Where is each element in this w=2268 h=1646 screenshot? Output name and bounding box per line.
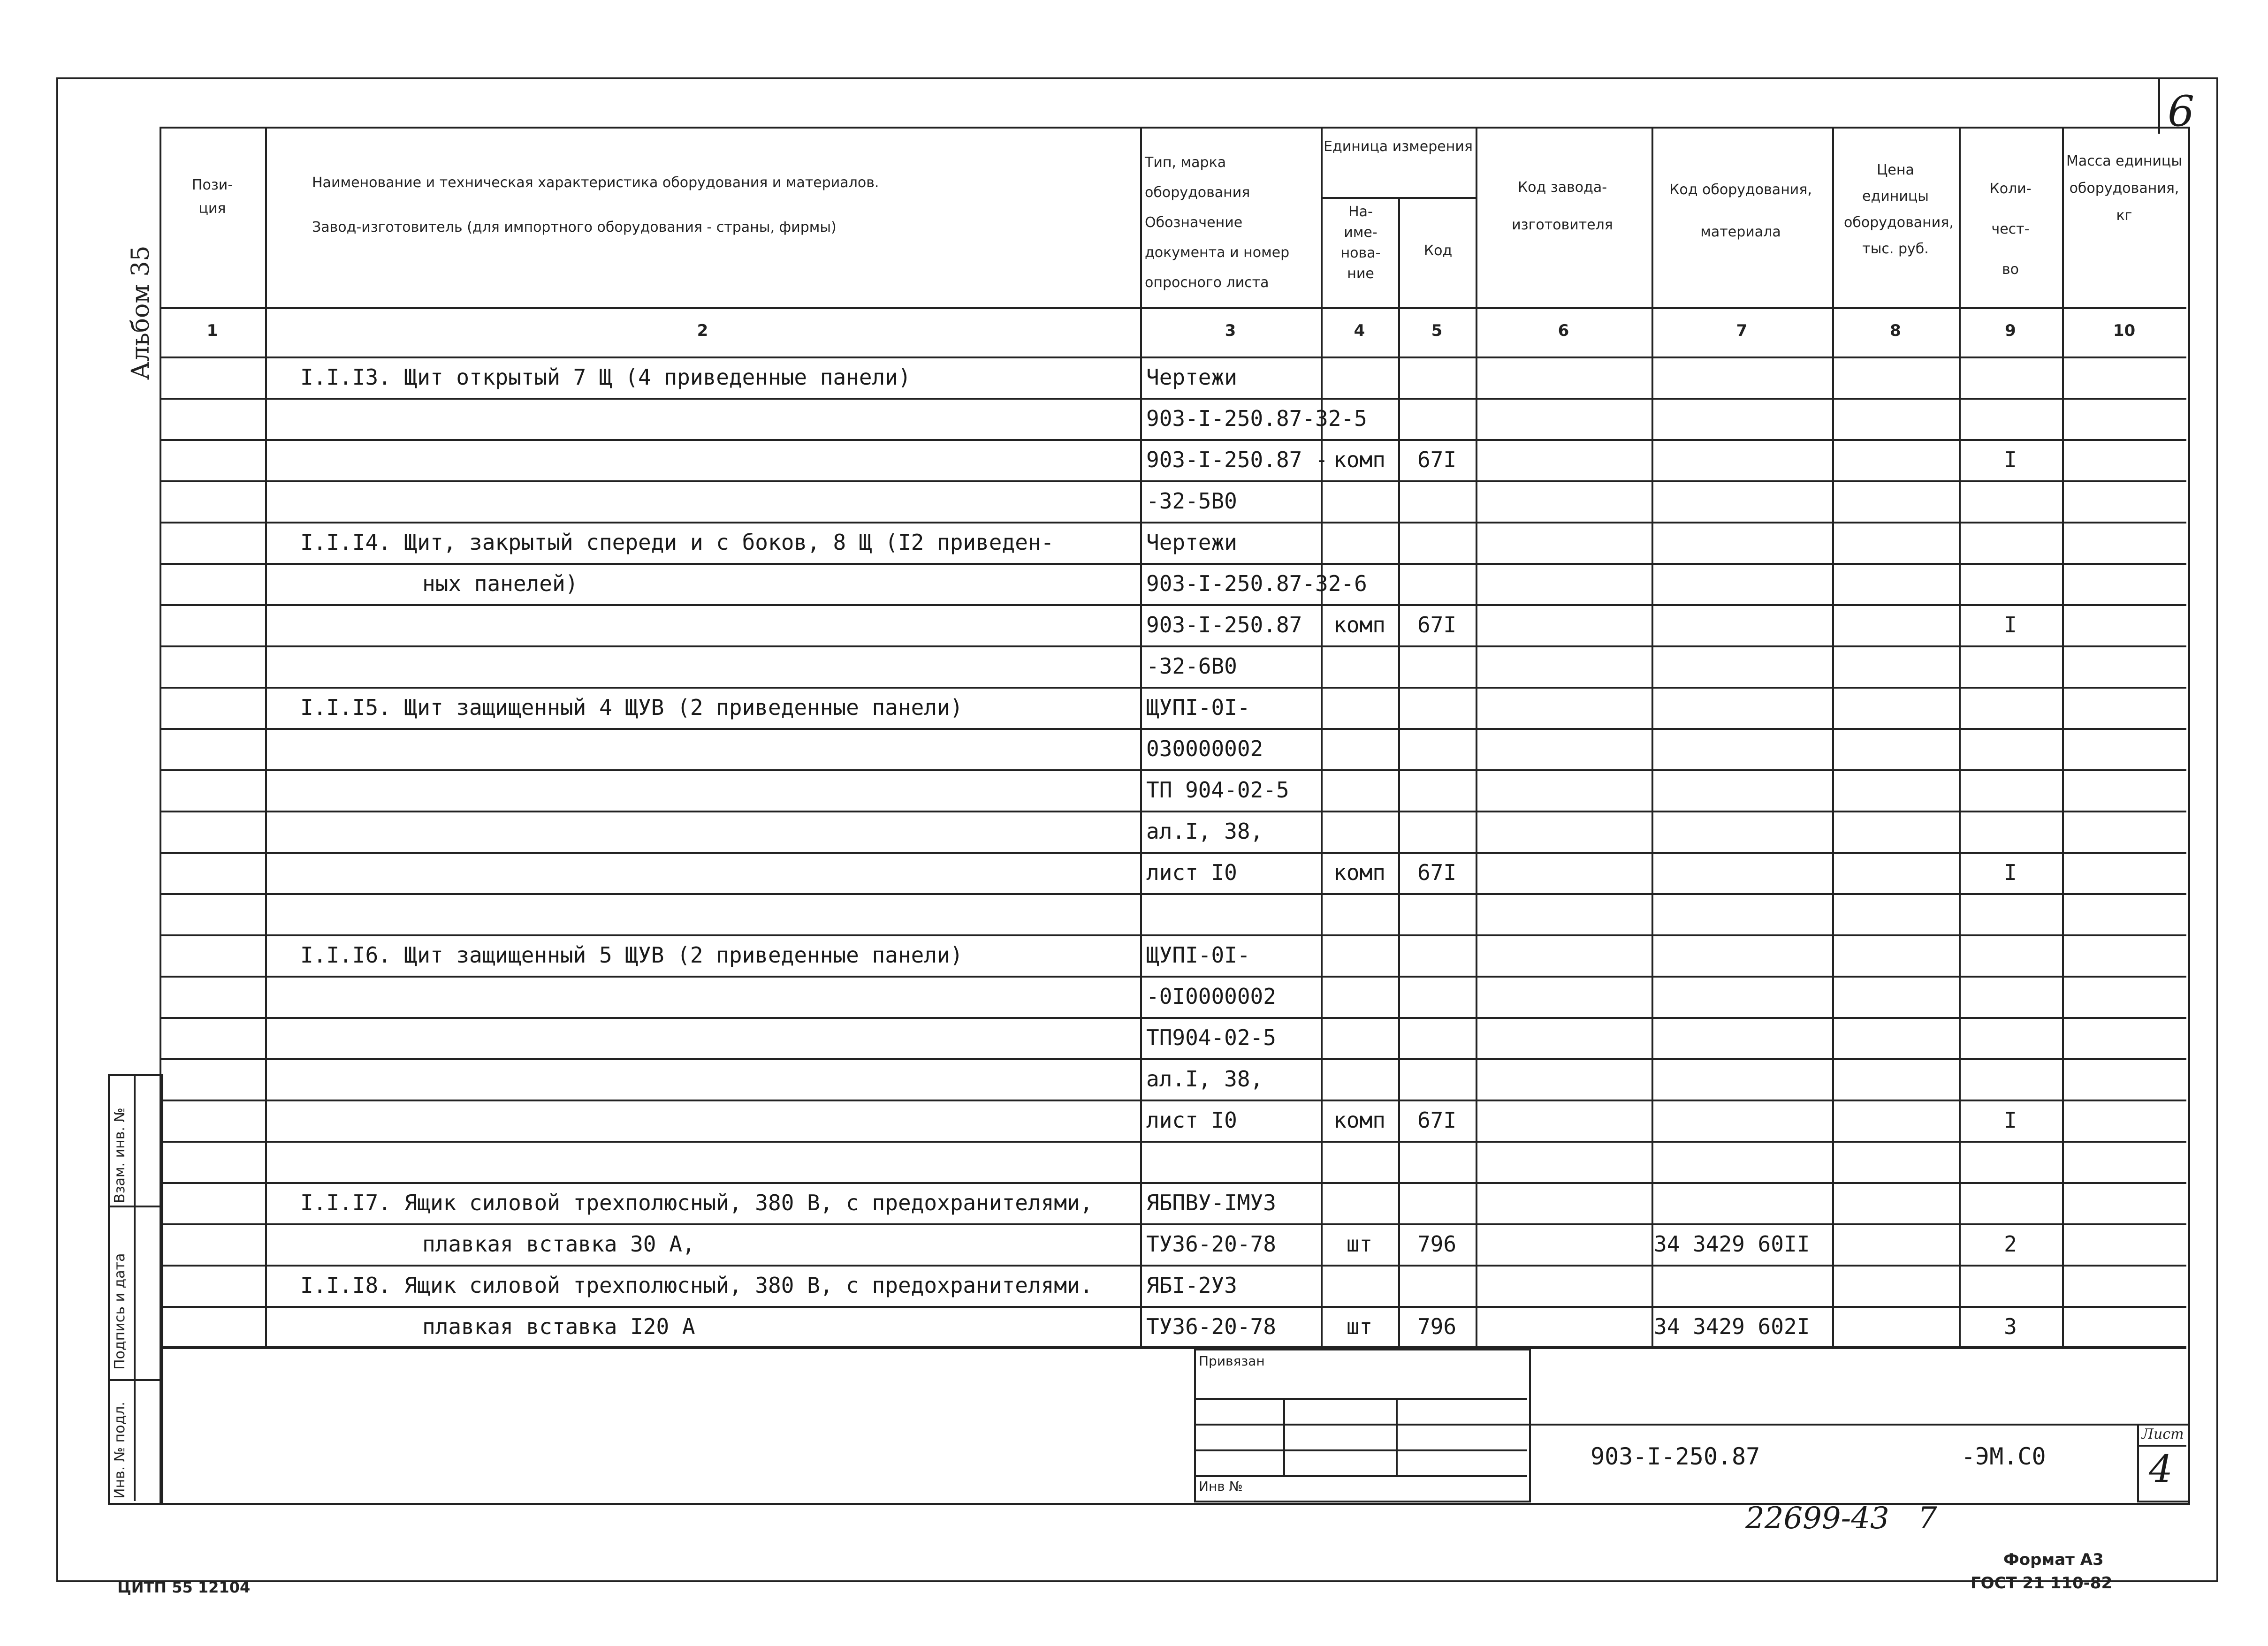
side-stamp-line (108, 1206, 160, 1207)
row-cell-qty: 2 (2004, 1231, 2017, 1257)
privyazan-divider (1396, 1398, 1398, 1475)
row-cell-type: ТУ36-20-78 (1146, 1231, 1276, 1257)
list-value: 4 (2149, 1447, 2173, 1491)
row-divider (160, 1141, 2186, 1143)
row-divider (160, 645, 2186, 647)
document-number-text: 903-I-250.87 (1591, 1443, 1760, 1470)
row-cell-type: ЩУПI-0I- (1146, 695, 1250, 720)
row-cell-type: 903-I-250.87 - (1146, 447, 1328, 472)
row-cell-type: Чертежи (1146, 530, 1237, 555)
header-quantity: Коли- чест- во (1989, 181, 2032, 278)
column-number: 7 (1736, 321, 1748, 340)
row-cell-unit: комп (1333, 860, 1385, 885)
row-cell-type: ТП904-02-5 (1146, 1025, 1276, 1050)
row-divider (160, 1223, 2186, 1225)
row-divider (160, 769, 2186, 771)
row-cell-type: ал.I, 38, (1146, 1066, 1263, 1092)
row-cell-type: 030000002 (1146, 736, 1263, 761)
row-cell-code: 67I (1417, 860, 1457, 885)
list-label: Лист (2142, 1426, 2184, 1442)
row-cell-type: ЯБI-2УЗ (1146, 1273, 1237, 1298)
header-unit-name: На- име- нова- ние (1340, 204, 1381, 282)
row-cell-code: 796 (1417, 1231, 1457, 1257)
col-divider (1476, 127, 1477, 1346)
row-cell-type: лист I0 (1146, 860, 1237, 885)
row-divider (160, 1306, 2186, 1308)
album-label: Альбом 35 (127, 245, 155, 380)
list-box-line (2137, 1445, 2186, 1447)
row-cell-type: ал.I, 38, (1146, 819, 1263, 844)
table-end-line (160, 1346, 2186, 1348)
privyazan-line (1194, 1449, 1527, 1451)
row-divider (160, 604, 2186, 606)
title-block-top (1527, 1424, 2186, 1426)
column-number: 2 (697, 321, 708, 340)
row-cell-code: 67I (1417, 612, 1457, 637)
row-cell-unit: комп (1333, 447, 1385, 472)
row-cell-name: I.I.I3. Щит открытый 7 Щ (4 приведенные панели) (300, 364, 911, 390)
row-divider (160, 687, 2186, 689)
col-divider (1832, 127, 1834, 1346)
row-divider (160, 1265, 2186, 1267)
row-cell-name: ных панелей) (422, 571, 578, 596)
privyazan-divider (1283, 1398, 1285, 1475)
row-cell-type: -32-6В0 (1146, 653, 1237, 679)
row-cell-name: I.I.I4. Щит, закрытый спереди и с боков, 8 Щ (I2 приведен- (300, 530, 1054, 555)
row-cell-equip: 34 3429 602I (1654, 1314, 1810, 1339)
row-cell-unit: шт (1346, 1314, 1373, 1339)
row-cell-type: ТП 904-02-5 (1146, 777, 1289, 803)
side-stamp-podpis: Подпись и дата (112, 1253, 128, 1370)
row-cell-code: 796 (1417, 1314, 1457, 1339)
privyazan-line (1194, 1424, 1527, 1426)
row-cell-qty: I (2004, 860, 2017, 885)
privyazan-line (1194, 1475, 1527, 1477)
row-cell-type: -32-5В0 (1146, 488, 1237, 514)
row-cell-type: ТУ36-20-78 (1146, 1314, 1276, 1339)
row-cell-name: I.I.I7. Ящик силовой трехполюсный, 380 В, с предохранителями, (300, 1190, 1093, 1215)
format-label: Формат А3 (2003, 1550, 2104, 1569)
row-divider (160, 439, 2186, 441)
side-stamp-line (108, 1379, 160, 1381)
row-divider (160, 893, 2186, 895)
row-divider (160, 934, 2186, 936)
row-divider (160, 1017, 2186, 1019)
col-divider (265, 127, 267, 1346)
col-divider (1140, 127, 1142, 1346)
row-divider (160, 728, 2186, 730)
inv-no-label: Инв № (1199, 1479, 1243, 1494)
header-position: Пози- ция (191, 177, 233, 217)
privyazan-line (1194, 1398, 1527, 1400)
row-divider (160, 398, 2186, 400)
column-number: 10 (2113, 321, 2136, 340)
row-cell-equip: 34 3429 60II (1654, 1231, 1810, 1257)
row-cell-name: I.I.I8. Ящик силовой трехполюсный, 380 В, с предохранителями. (300, 1273, 1093, 1298)
row-cell-unit: шт (1346, 1231, 1373, 1257)
side-stamp-inv: Инв. № подл. (112, 1402, 128, 1499)
document-number (1591, 1442, 1760, 1471)
column-number-line (160, 357, 2186, 358)
header-type: Тип, марка оборудования Обозначение документа и номер опросного листа (1145, 154, 1290, 291)
side-stamp-vzam: Взам. инв. № (112, 1107, 128, 1203)
row-cell-type: ЩУПI-0I- (1146, 942, 1250, 968)
row-cell-code: 67I (1417, 1107, 1457, 1133)
row-cell-qty: I (2004, 1107, 2017, 1133)
tsitp-label: ЦИТП 55 12104 (117, 1578, 251, 1596)
row-cell-type: 903-I-250.87-32-5 (1146, 406, 1367, 431)
col-divider (1652, 127, 1653, 1346)
column-number: 9 (2005, 321, 2016, 340)
corner-divider (2158, 77, 2160, 134)
row-divider (160, 811, 2186, 812)
row-cell-unit: комп (1333, 612, 1385, 637)
privyazan-block (1194, 1349, 1531, 1502)
row-cell-type: ЯБПВУ-IМУЗ (1146, 1190, 1276, 1215)
column-number: 4 (1354, 321, 1365, 340)
header-sub-line (1321, 197, 1476, 199)
row-cell-type: 903-I-250.87 (1146, 612, 1302, 637)
row-divider (160, 1100, 2186, 1101)
column-number: 8 (1890, 321, 1901, 340)
row-divider (160, 480, 2186, 482)
col-divider (2062, 127, 2064, 1346)
document-suffix: -ЭМ.С0 (1961, 1443, 2046, 1470)
row-divider (160, 1182, 2186, 1184)
header-price: Цена единицы оборудования, тыс. руб. (1844, 162, 1954, 257)
sheet-corner-number: 6 (2168, 87, 2195, 136)
row-cell-name: I.I.I5. Щит защищенный 4 ЩУВ (2 приведенные панели) (300, 695, 963, 720)
header-name-line2: Завод-изготовитель (для импортного оборудования - страны, фирмы) (312, 219, 837, 235)
header-equipment-code: Код оборудования, материала (1669, 182, 1812, 240)
row-cell-qty: I (2004, 612, 2017, 637)
column-number: 5 (1431, 321, 1443, 340)
row-divider (160, 1058, 2186, 1060)
col-divider (1959, 127, 1961, 1346)
row-divider (160, 976, 2186, 978)
header-bottom-line (160, 307, 2186, 309)
column-number: 6 (1558, 321, 1569, 340)
row-cell-type: лист I0 (1146, 1107, 1237, 1133)
header-unit-code: Код (1423, 243, 1453, 259)
header-mass: Масса единицы оборудования, кг (2066, 153, 2183, 224)
row-cell-name: плавкая вставка I20 А (422, 1314, 695, 1339)
row-cell-unit: комп (1333, 1107, 1385, 1133)
header-name-line1: Наименование и техническая характеристика оборудования и материалов. (312, 174, 879, 191)
row-divider (160, 852, 2186, 854)
header-plant-code: Код завода-изготовителя (1512, 179, 1613, 233)
row-divider (160, 563, 2186, 565)
header-unit-group: Единица измерения (1324, 138, 1473, 155)
handwritten-number: 22699-43 7 (1745, 1501, 1937, 1536)
column-number: 1 (206, 321, 218, 340)
gost-label: ГОСТ 21 110-82 (1971, 1574, 2113, 1593)
row-cell-type: Чертежи (1146, 364, 1237, 390)
column-number: 3 (1225, 321, 1236, 340)
row-cell-name: I.I.I6. Щит защищенный 5 ЩУВ (2 приведенные панели) (300, 942, 963, 968)
row-cell-type: 903-I-250.87-32-6 (1146, 571, 1367, 596)
privyazan-label: Привязан (1199, 1353, 1265, 1369)
row-cell-code: 67I (1417, 447, 1457, 472)
row-cell-qty: 3 (2004, 1314, 2017, 1339)
row-cell-type: -0I0000002 (1146, 984, 1276, 1009)
row-cell-qty: I (2004, 447, 2017, 472)
row-divider (160, 522, 2186, 523)
col-divider (1398, 197, 1400, 1346)
row-cell-name: плавкая вставка 30 А, (422, 1231, 695, 1257)
side-stamp-divider (134, 1074, 136, 1501)
